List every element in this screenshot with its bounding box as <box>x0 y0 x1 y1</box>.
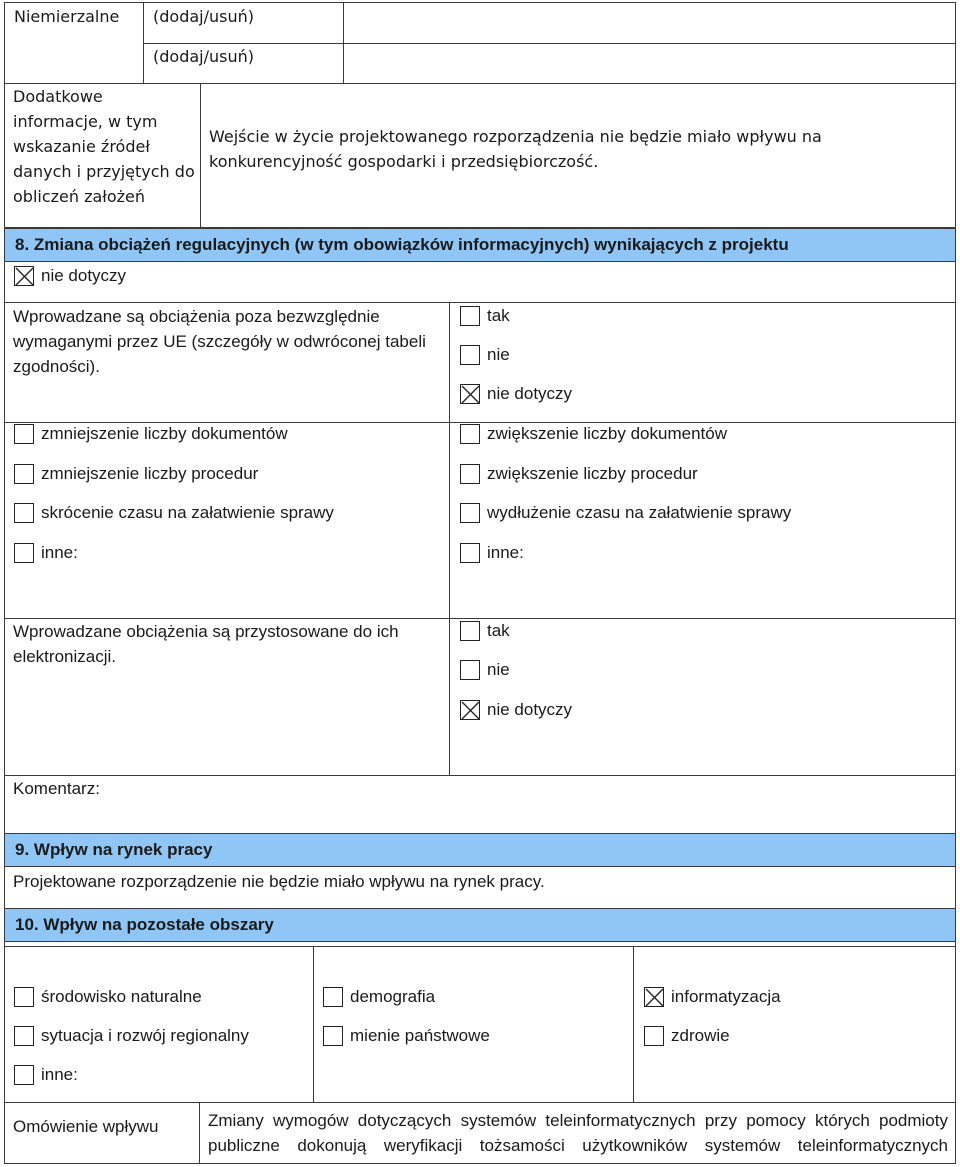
section-8-na-checkbox[interactable] <box>14 266 34 286</box>
value-cell-1 <box>343 2 956 44</box>
reduce-procedures-label: zmniejszenie liczby procedur <box>41 464 259 483</box>
increase-procedures-label: zwiększenie liczby procedur <box>487 464 698 483</box>
demography-checkbox[interactable] <box>323 987 343 1007</box>
extend-time-label: wydłużenie czasu na załatwienie sprawy <box>487 503 792 522</box>
q1-text: Wprowadzane są obciążenia poza bezwzględnie wymaganymi przez UE (szczegóły w odwróconej tabeli zgodności). <box>13 307 426 376</box>
niemierzalne-label: Niemierzalne <box>14 7 120 26</box>
q1-tak-checkbox[interactable] <box>460 306 480 326</box>
section-10-header: 10. Wpływ na pozostałe obszary <box>4 908 956 942</box>
extend-time-checkbox[interactable] <box>460 503 480 523</box>
increase-documents-label: zwiększenie liczby dokumentów <box>487 424 727 443</box>
add-remove-link-1[interactable]: (dodaj/usuń) <box>153 7 254 26</box>
impact-text-line-1: Zmiany wymogów dotyczących systemów teleinformatycznych przy pomocy których podmioty <box>208 1111 948 1130</box>
checked-x-icon <box>461 385 481 405</box>
reduce-documents-checkbox[interactable] <box>14 424 34 444</box>
q2-text: Wprowadzane obciążenia są przystosowane do ich elektronizacji. <box>13 622 399 666</box>
increase-other-label: inne: <box>487 543 524 562</box>
q2-nie-checkbox[interactable] <box>460 660 480 680</box>
section-9-text: Projektowane rozporządzenie nie będzie miało wpływu na rynek pracy. <box>13 872 545 891</box>
health-label: zdrowie <box>671 1026 730 1045</box>
impact-label: Omówienie wpływu <box>13 1117 159 1136</box>
other-areas-label: inne: <box>41 1065 78 1084</box>
informatization-checkbox[interactable] <box>644 987 664 1007</box>
environment-label: środowisko naturalne <box>41 987 202 1006</box>
section-8-header: 8. Zmiana obciążeń regulacyjnych (w tym obowiązków informacyjnych) wynikających z projektu <box>4 228 956 262</box>
regional-development-label: sytuacja i rozwój regionalny <box>41 1026 249 1045</box>
section-8-na-label: nie dotyczy <box>41 266 127 285</box>
informatization-label: informatyzacja <box>671 987 781 1006</box>
q1-tak-label: tak <box>487 306 510 325</box>
shorten-time-label: skrócenie czasu na załatwienie sprawy <box>41 503 334 522</box>
other-areas-checkbox[interactable] <box>14 1065 34 1085</box>
checked-x-icon <box>15 267 35 287</box>
checked-x-icon <box>645 988 665 1008</box>
increase-documents-checkbox[interactable] <box>460 424 480 444</box>
q1-nie-dotyczy-label: nie dotyczy <box>487 384 573 403</box>
q2-tak-label: tak <box>487 621 510 640</box>
regional-development-checkbox[interactable] <box>14 1026 34 1046</box>
section-8-na-row <box>4 261 956 303</box>
q1-nie-dotyczy-checkbox[interactable] <box>460 384 480 404</box>
q2-options-cell <box>449 618 956 776</box>
impact-text-line-2: publiczne dokonują weryfikacji tożsamości użytkowników systemów teleinformatycznych <box>208 1136 948 1155</box>
section-9-header: 9. Wpływ na rynek pracy <box>4 833 956 867</box>
q2-tak-checkbox[interactable] <box>460 621 480 641</box>
additional-info-label: Dodatkowe informacje, w tym wskazanie źródeł danych i przyjętych do obliczeń założeń <box>13 87 195 206</box>
q2-nie-dotyczy-checkbox[interactable] <box>460 700 480 720</box>
shorten-time-checkbox[interactable] <box>14 503 34 523</box>
q1-nie-label: nie <box>487 345 510 364</box>
q1-nie-checkbox[interactable] <box>460 345 480 365</box>
environment-checkbox[interactable] <box>14 987 34 1007</box>
q2-nie-label: nie <box>487 660 510 679</box>
q2-nie-dotyczy-label: nie dotyczy <box>487 700 573 719</box>
add-remove-link-2[interactable]: (dodaj/usuń) <box>153 47 254 66</box>
reduce-procedures-checkbox[interactable] <box>14 464 34 484</box>
increase-procedures-checkbox[interactable] <box>460 464 480 484</box>
value-cell-2 <box>343 43 956 84</box>
reduce-other-checkbox[interactable] <box>14 543 34 563</box>
comment-cell <box>4 775 956 834</box>
checked-x-icon <box>461 701 481 721</box>
additional-info-text: Wejście w życie projektowanego rozporządzenia nie będzie miało wpływu na konkurencyjność gospodarki i przedsiębiorczość. <box>209 127 822 171</box>
reduce-documents-label: zmniejszenie liczby dokumentów <box>41 424 288 443</box>
reduce-other-label: inne: <box>41 543 78 562</box>
increase-other-checkbox[interactable] <box>460 543 480 563</box>
health-checkbox[interactable] <box>644 1026 664 1046</box>
demography-label: demografia <box>350 987 436 1006</box>
comment-label: Komentarz: <box>13 779 100 798</box>
state-property-checkbox[interactable] <box>323 1026 343 1046</box>
state-property-label: mienie państwowe <box>350 1026 490 1045</box>
